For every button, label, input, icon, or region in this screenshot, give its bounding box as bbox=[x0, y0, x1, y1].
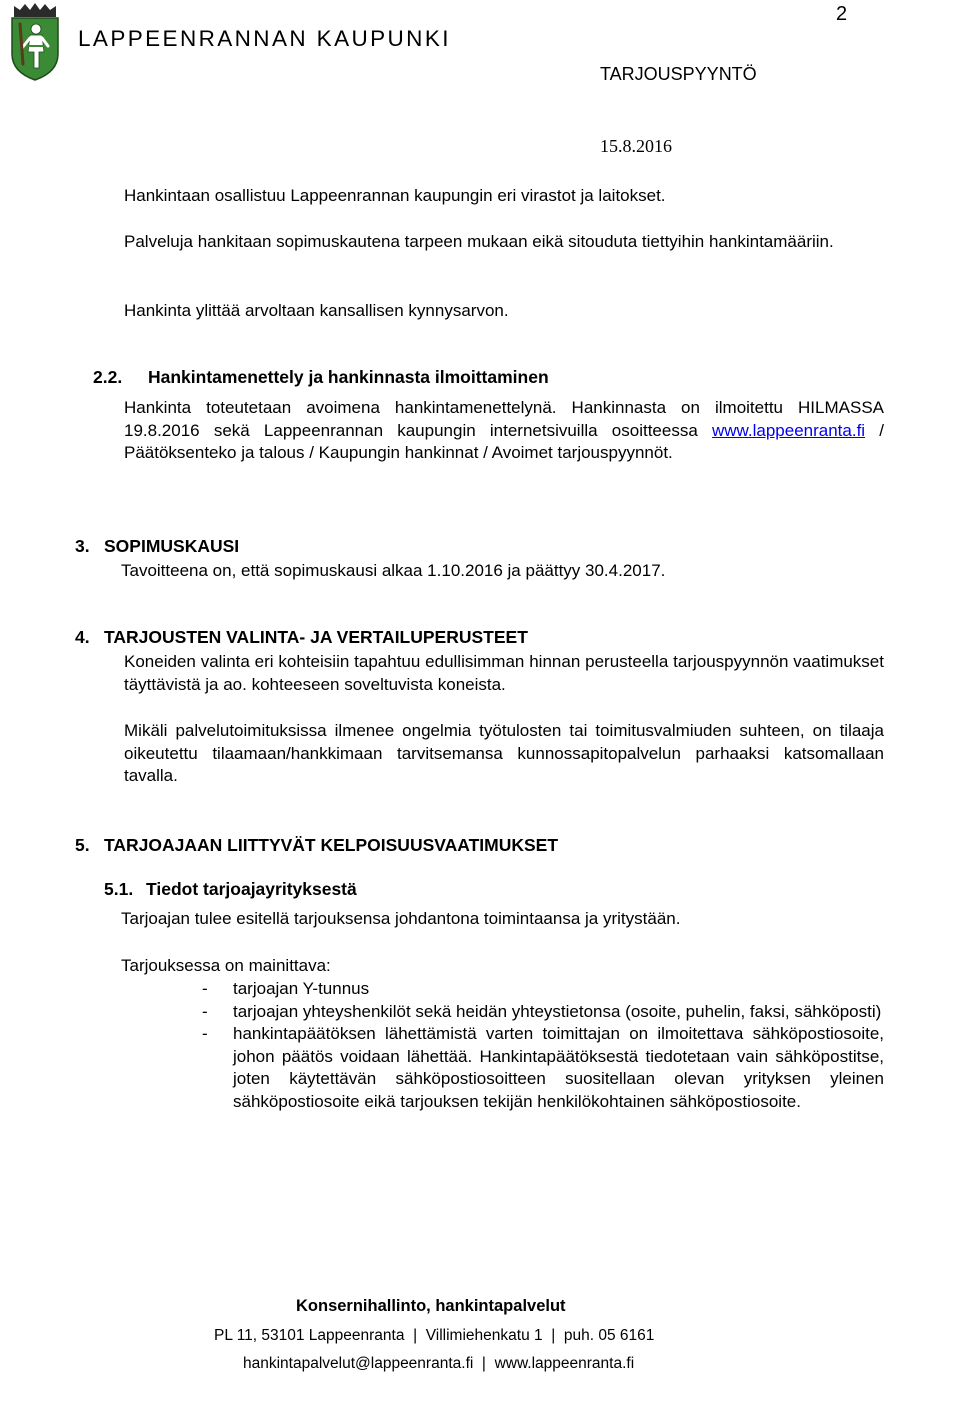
section-4-number: 4. bbox=[75, 627, 90, 647]
document-date: 15.8.2016 bbox=[600, 136, 672, 156]
paragraph-service-scope: Palveluja hankitaan sopimuskautena tarpeen mukaan eikä sitouduta tiettyihin hankintamääriin. bbox=[124, 232, 834, 251]
section-4-text-1: Koneiden valinta eri kohteisiin tapahtuu edullisimman hinnan perusteella tarjouspyynnön vaatimukset täyttävistä ja ao. kohteeseen soveltuvista koneista. bbox=[124, 652, 884, 694]
section-5-1-title: Tiedot tarjoajayrityksestä bbox=[146, 879, 357, 899]
paragraph-participants: Hankintaan osallistuu Lappeenrannan kaupungin eri virastot ja laitokset. bbox=[124, 186, 666, 205]
list-item: - hankintapäätöksen lähettämistä varten toimittajan on ilmoitettava sähköpostiosoite, johon päätös voidaan lähettää. Hankintapäätöksestä tiedotetaan vain sähköpostitse, joten käytettävän sähköpostiosoitteen suositellaan olevan yrityksen yleinen sähköpostiosoite eikä tarjouksen tekijän henkilökohtainen sähköpostiosoite. bbox=[202, 1024, 884, 1111]
section-2-2-number: 2.2. bbox=[93, 367, 123, 387]
list-item: - tarjoajan yhteyshenkilöt sekä heidän yhteystietonsa (osoite, puhelin, faksi, sähköposti) bbox=[202, 1001, 882, 1021]
footer-organization: Konsernihallinto, hankintapalvelut bbox=[296, 1297, 566, 1315]
page-number: 2 bbox=[836, 3, 848, 25]
section-4-text-2: Mikäli palvelutoimituksissa ilmenee ongelmia työtulosten tai toimitusvalmiuden suhteen, on tilaaja oikeutettu tilaamaan/hankkimaan tarvitsemansa kunnossapitopalvelun parhaaksi katsomallaan tavalla. bbox=[124, 721, 884, 785]
section-5-1-number: 5.1. bbox=[104, 879, 134, 899]
section-3-number: 3. bbox=[75, 536, 90, 556]
list-intro: Tarjouksessa on mainittava: bbox=[121, 956, 331, 975]
section-2-2-text bbox=[124, 397, 884, 465]
section-2-2-title: Hankintamenettely ja hankinnasta ilmoittaminen bbox=[148, 367, 549, 387]
list-item: - tarjoajan Y-tunnus bbox=[202, 979, 370, 998]
section-3-text: Tavoitteena on, että sopimuskausi alkaa 1.10.2016 ja päättyy 30.4.2017. bbox=[121, 561, 666, 580]
section-3-title: SOPIMUSKAUSI bbox=[104, 536, 240, 556]
section-5-1-text: Tarjoajan tulee esitellä tarjouksensa johdantona toimintaansa ja yritystään. bbox=[121, 909, 681, 928]
paragraph-threshold: Hankinta ylittää arvoltaan kansallisen kynnysarvon. bbox=[124, 301, 509, 320]
section-2-2-path: / Päätöksenteko ja talous / Kaupungin hankinnat / Avoimet tarjouspyynnöt. bbox=[124, 420, 884, 462]
website-link[interactable]: www.lappeenranta.fi bbox=[711, 420, 866, 440]
footer-address: PL 11, 53101 Lappeenranta | Villimiehenkatu 1 | puh. 05 6161 bbox=[214, 1327, 655, 1344]
section-5-title: TARJOAJAAN LIITTYVÄT KELPOISUUSVAATIMUKSET bbox=[104, 835, 559, 855]
coat-of-arms-icon bbox=[8, 2, 62, 82]
requirements-list bbox=[202, 978, 884, 1113]
brand-name: LAPPEENRANNAN KAUPUNKI bbox=[78, 26, 451, 51]
document-type: TARJOUSPYYNTÖ bbox=[600, 64, 757, 84]
section-2-2-body: Hankinta toteutetaan avoimena hankintamenettelynä. Hankinnasta on ilmoitettu HILMASSA 19.8.2016 sekä Lappeenrannan kaupungin internetsivuilla osoitteessa bbox=[124, 398, 884, 440]
section-5-number: 5. bbox=[75, 835, 90, 855]
section-4-title: TARJOUSTEN VALINTA- JA VERTAILUPERUSTEET bbox=[104, 627, 528, 647]
footer-contact: hankintapalvelut@lappeenranta.fi | www.lappeenranta.fi bbox=[243, 1355, 635, 1372]
